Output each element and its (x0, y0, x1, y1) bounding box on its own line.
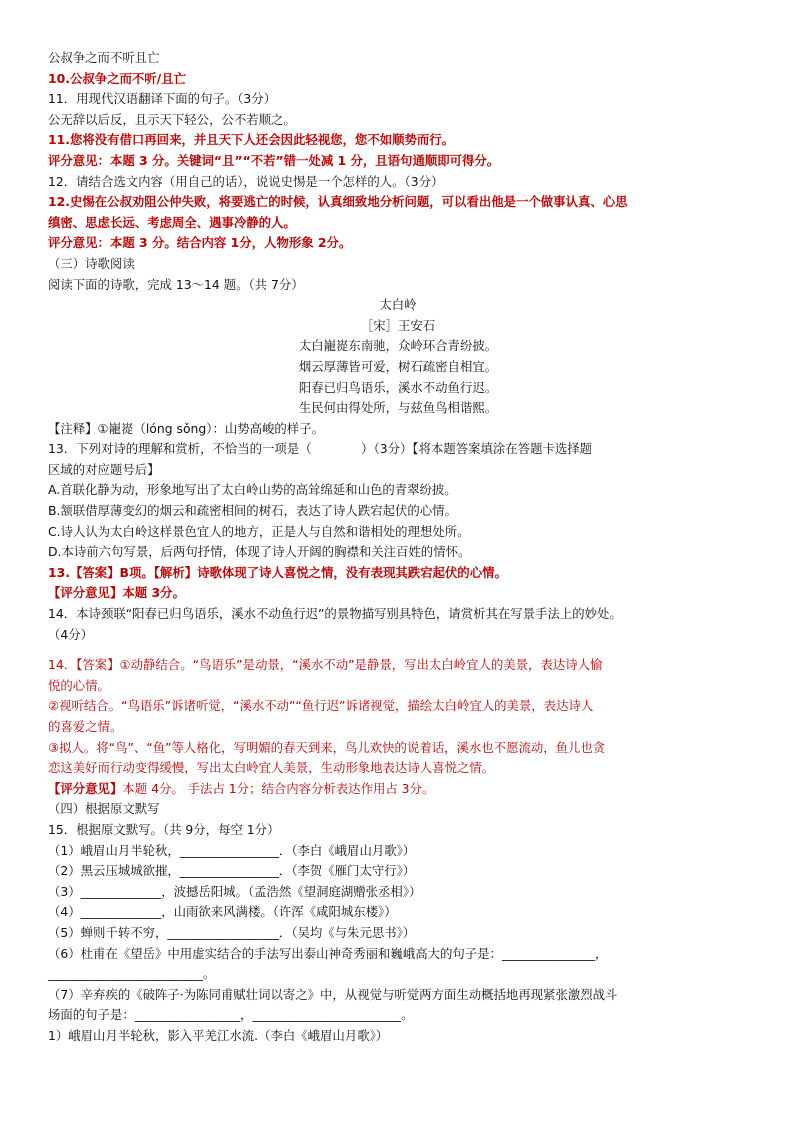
option-c: C.诗人认为太白岭这样景色宜人的地方，正是人与自然和谐相处的理想处所。 (48, 523, 470, 539)
blank-item: （3）_____________，波撼岳阳城。（孟浩然《望洞庭湖赠张丞相》） (48, 883, 422, 899)
answer-12: 12.史惕在公叔劝阻公仲失败，将要逃亡的时候，认真细致地分析问题，可以看出他是一个做事认真、心思 (48, 194, 628, 210)
poem-author: ［宋］王安石 (360, 317, 436, 333)
blank-item: （5）蝉则千转不穷，__________________．（吴均《与朱元思书》） (48, 924, 416, 940)
answer-12-cont: 缜密、思虑长远、考虑周全、遇事冷静的人。 (48, 214, 296, 230)
question-12: 12．请结合选文内容（用自己的话），说说史惕是一个怎样的人。（3分） (48, 173, 444, 189)
question-13: 13．下列对诗的理解和赏析，不恰当的一项是（ ）（3分）【将本题答案填涂在答题卡选择题 (48, 441, 593, 457)
document-body (48, 48, 748, 1047)
answer-14-point-3: ③拟人。将“鸟”、“鱼”等人格化，写明媚的春天到来，鸟儿欢快的说着话，溪水也不愿流动，鱼儿也贪 (48, 739, 606, 755)
poem-line: 太白巃嵸东南驰，众岭环合青纷披。 (298, 338, 498, 354)
question-13-cont: 区域的对应题号后】 (48, 461, 160, 477)
question-14-cont: （4分） (48, 626, 94, 642)
poem-annotation: 【注释】①巃嵸（lóng sǒng）：山势高峻的样子。 (48, 420, 324, 436)
answer-13: 13.【答案】B项。【解析】诗歌体现了诗人喜悦之情，没有表现其跌宕起伏的心情。 (48, 564, 507, 580)
text-line: 公叔争之而不听且亡 (48, 50, 160, 65)
answer-14-point-2-cont: 的喜爱之情。 (48, 719, 123, 734)
poem-line: 烟云厚薄皆可爱，树石疏密自相宜。 (298, 358, 498, 374)
option-a: A.首联化静为动，形象地写出了太白岭山势的高耸绵延和山色的青翠纷披。 (48, 482, 457, 498)
question-15: 15．根据原文默写。（共 9分，每空 1分） (48, 821, 280, 837)
poetry-instruction: 阅读下面的诗歌，完成 13～14 题。（共 7分） (48, 276, 304, 292)
question-11: 11．用现代汉语翻译下面的句子。（3分） (48, 91, 277, 107)
answer-14: 14．【答案】①动静结合。“鸟语乐”是动景，“溪水不动”是静景，写出太白岭宜人的美景，表达诗人愉 (48, 657, 603, 673)
section-heading-poetry: （三）诗歌阅读 (48, 255, 135, 271)
text-line: 公无辞以后反，且示天下轻公，公不若顺之。 (48, 111, 296, 127)
scoring-note-11: 评分意见：本题 3 分。关键词“且”“不若”错一处减 1 分，且语句通顺即可得分。 (48, 152, 500, 168)
option-d: D.本诗前六句写景，后两句抒情，体现了诗人开阔的胸襟和关注百姓的情怀。 (48, 544, 471, 560)
scoring-note-12: 评分意见：本题 3 分。结合内容 1分，人物形象 2分。 (48, 235, 352, 251)
blank-item: （1）峨眉山月半轮秋，________________．（李白《峨眉山月歌》） (48, 842, 416, 858)
scoring-note-label: 【评分意见】 (48, 780, 123, 796)
answer-11: 11.您将没有借口再回来，并且天下人还会因此轻视您，您不如顺势而行。 (48, 132, 455, 148)
scoring-note-text: 本题 4分。 手法占 1分；结合内容分析表达作用占 3分。 (122, 780, 435, 796)
blank-item: （7）辛弃疾的《破阵子·为陈同甫赋壮词以寄之》中，从视觉与听觉两方面生动概括地再现紧张激烈战斗 (48, 986, 618, 1002)
answer-15-1: 1）峨眉山月半轮秋，影入平羌江水流.（李白《峨眉山月歌》） (48, 1027, 389, 1043)
blank-item-cont: _________________________。 (48, 966, 216, 982)
poem-line: 生民何由得处所，与兹鱼鸟相谐熙。 (298, 400, 498, 416)
blank-item: （2）黑云压城城欲摧，________________．（李贺《雁门太守行》） (48, 863, 416, 879)
blank-item: （6）杜甫在《望岳》中用虚实结合的手法写出泰山神奇秀丽和巍峨高大的句子是：_______________， (48, 945, 608, 961)
poem-line: 阳春已归鸟语乐，溪水不动鱼行迟。 (298, 379, 498, 395)
poem-title: 太白岭 (379, 297, 417, 313)
answer-14-point-2: ②视听结合。“鸟语乐”诉诸听觉，“溪水不动”“鱼行迟”诉诸视觉，描绘太白岭宜人的美景，表达诗人 (48, 698, 594, 714)
section-heading-dictation: （四）根据原文默写 (48, 801, 160, 817)
blank-item-cont: 场面的句子是：_________________，________________________。 (48, 1007, 414, 1023)
answer-10: 10.公叔争之而不听/且亡 (48, 70, 186, 86)
answer-14-cont: 悦的心情。 (48, 677, 110, 693)
spacer (48, 645, 748, 655)
scoring-note-14 (48, 779, 748, 800)
option-b: B.颔联借厚薄变幻的烟云和疏密相间的树石，表达了诗人跌宕起伏的心情。 (48, 503, 457, 519)
blank-item: （4）_____________，山雨欲来风满楼。（许浑《咸阳城东楼》） (48, 904, 397, 920)
question-14: 14．本诗颈联“阳春已归鸟语乐，溪水不动鱼行迟”的景物描写别具特色，请赏析其在写景手法上的妙处。 (48, 606, 622, 622)
scoring-note-13: 【评分意见】本题 3分。 (48, 585, 185, 601)
answer-14-point-3-cont: 恋这美好而行动变得缓慢，写出太白岭宜人美景，生动形象地表达诗人喜悦之情。 (48, 760, 495, 776)
